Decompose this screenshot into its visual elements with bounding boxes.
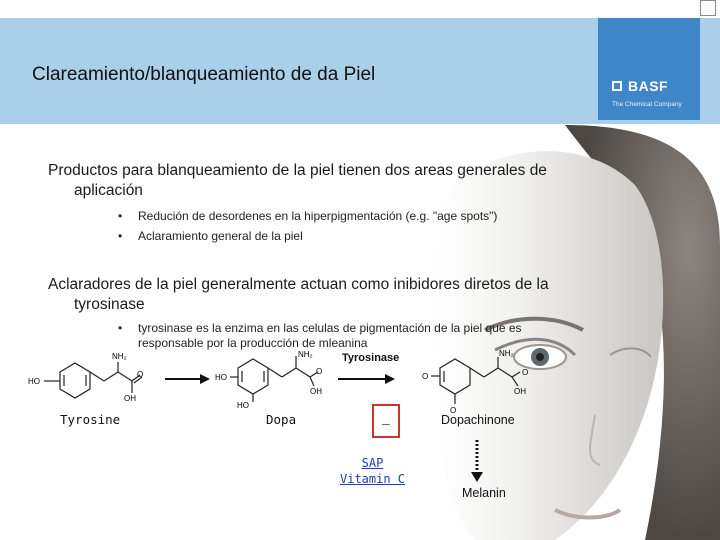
melanin-label: Melanin: [462, 486, 506, 500]
atom-label: HO: [215, 373, 227, 382]
atom-label: OH: [514, 387, 526, 396]
atom-label: O: [522, 368, 529, 377]
dopa-label: Dopa: [266, 412, 297, 427]
section2-bullet: • tyrosinase es la enzima en las celulas de pigmentación de la piel que es responsable por la producción de mleanina: [118, 321, 522, 350]
page-title: Clareamiento/blanqueamiento de da Piel: [32, 64, 376, 85]
atom-label: O: [450, 406, 457, 415]
tyrosine-label: Tyrosine: [60, 412, 121, 427]
inhibition-marker: [372, 404, 400, 438]
atom-label: O: [316, 367, 323, 376]
section1-heading: Productos para blanqueamiento de la piel tienen dos areas generales de aplicación: [48, 162, 547, 199]
vitamin-c-link[interactable]: Vitamin C: [340, 472, 406, 486]
atom-label: NH₂: [499, 349, 514, 358]
dopa-structure: [230, 356, 318, 402]
sap-link[interactable]: SAP: [361, 456, 384, 470]
section2-heading: Aclaradores de la piel generalmente actuan como inibidores diretos de la tyrosinase: [48, 276, 549, 313]
enzyme-label: Tyrosinase: [342, 352, 400, 364]
inhibition-sign: –: [382, 415, 390, 431]
atom-label: HO: [28, 377, 40, 386]
list-item: • Redución de desordenes en la hiperpigmentación (e.g. "age spots"): [118, 209, 498, 223]
arrow-head-icon: [200, 374, 210, 384]
atom-label: NH₂: [112, 352, 127, 361]
atom-label: OH: [124, 394, 136, 403]
arrow-head-icon: [385, 374, 395, 384]
arrow-head-icon: [471, 472, 483, 482]
basf-logo-word: BASF: [628, 78, 669, 94]
atom-label: O: [137, 370, 144, 379]
atom-label: OH: [310, 387, 322, 396]
dopachinone-label: Dopachinone: [441, 413, 515, 427]
atom-label: O: [422, 372, 429, 381]
inhibitors-label[interactable]: [340, 455, 405, 487]
list-item: • Aclaramiento general de la piel: [118, 229, 303, 243]
tyrosine-structure: [44, 362, 142, 398]
atom-label: NH₂: [298, 350, 313, 359]
dopachinone-structure: [431, 357, 520, 404]
basf-logo-tagline: The Chemical Company: [612, 101, 682, 108]
atom-label: HO: [237, 401, 249, 410]
